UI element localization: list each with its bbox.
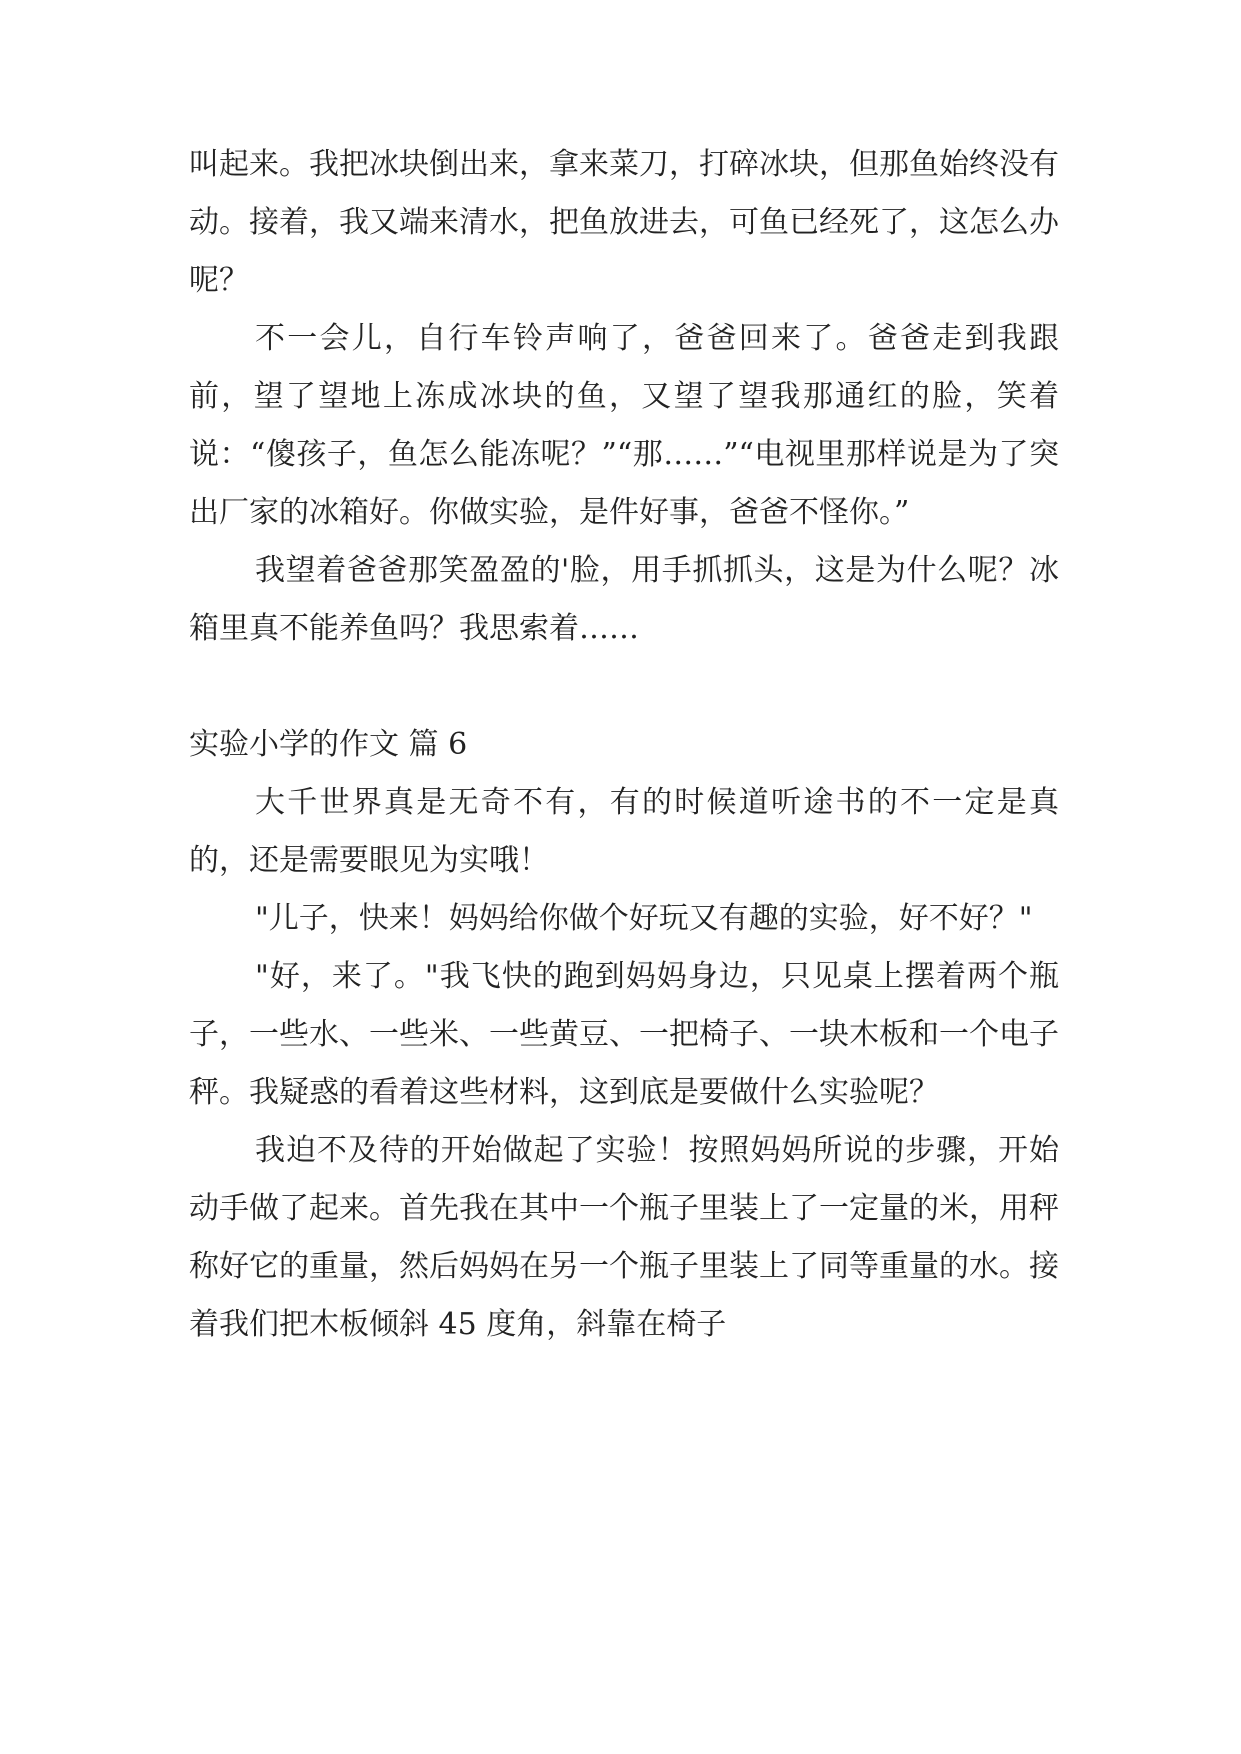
section-spacer (189, 658, 1059, 716)
document-page (189, 136, 1059, 1354)
body-paragraph: "好，来了。"我飞快的跑到妈妈身边，只见桌上摆着两个瓶子，一些水、一些米、一些黄豆、一把椅子、一块木板和一个电子秤。我疑惑的看着这些材料，这到底是要做什么实验呢？ (189, 959, 1059, 1110)
body-paragraph: 我望着爸爸那笑盈盈的'脸，用手抓抓头，这是为什么呢？冰箱里真不能养鱼吗？我思索着…… (189, 553, 1059, 646)
continued-paragraph: 叫起来。我把冰块倒出来，拿来菜刀，打碎冰块，但那鱼始终没有动。接着，我又端来清水，把鱼放进去，可鱼已经死了，这怎么办呢？ (189, 147, 1059, 298)
body-paragraph: 我迫不及待的开始做起了实验！按照妈妈所说的步骤，开始动手做了起来。首先我在其中一个瓶子里装上了一定量的米，用秤称好它的重量，然后妈妈在另一个瓶子里装上了同等重量的水。接着我们把木板倾斜 45 度角，斜靠在椅子 (189, 1133, 1059, 1342)
body-paragraph: "儿子，快来！妈妈给你做个好玩又有趣的实验，好不好？" (255, 901, 1033, 936)
body-paragraph: 大千世界真是无奇不有，有的时候道听途书的不一定是真的，还是需要眼见为实哦！ (189, 785, 1059, 878)
section-heading: 实验小学的作文 篇 6 (189, 727, 468, 762)
body-paragraph: 不一会儿，自行车铃声响了，爸爸回来了。爸爸走到我跟前，望了望地上冻成冰块的鱼，又望了望我那通红的脸，笑着说：“傻孩子，鱼怎么能冻呢？”“那……”“电视里那样说是为了突出厂家的冰箱好。你做实验，是件好事，爸爸不怪你。” (189, 321, 1059, 530)
